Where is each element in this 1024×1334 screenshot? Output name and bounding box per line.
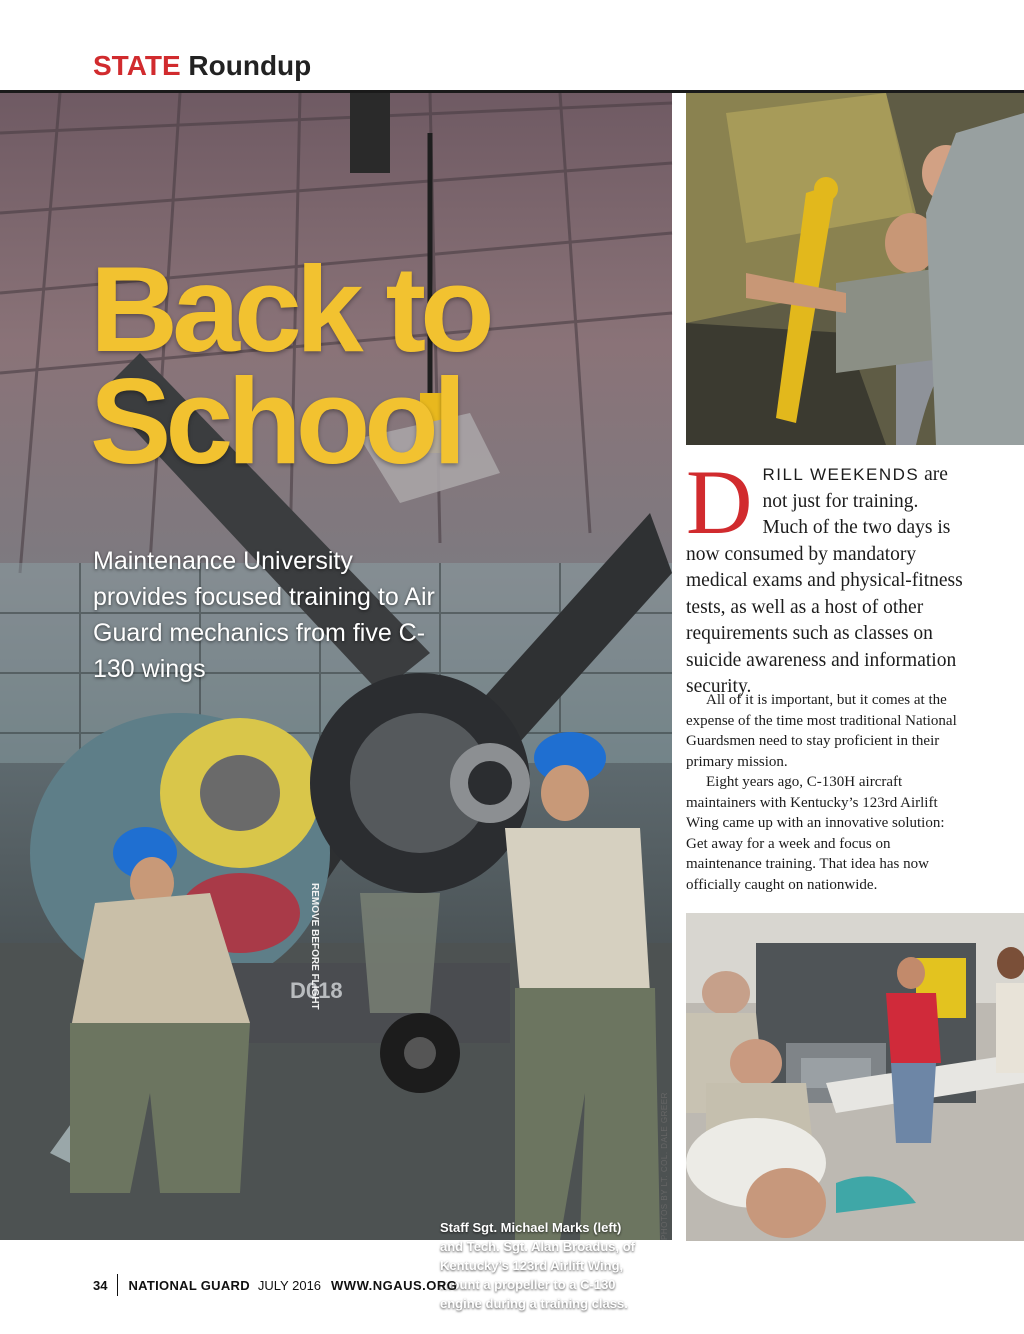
section-title: Roundup xyxy=(188,50,312,81)
photo-caption: Staff Sgt. Michael Marks (left) and Tech. Sgt. Alan Broadus, of Kentucky’s 123rd Airlift Wing, mount a propeller to a C-130 engine during a training class. xyxy=(440,1220,636,1311)
headline xyxy=(90,241,489,489)
folio xyxy=(93,1274,457,1296)
body-paragraph-2: Eight years ago, C-130H aircraft maintainers with Kentucky’s 123rd Airlift Wing came up with an innovative solution: Get away for a week and focus on maintenance training. That idea has now officially caught on nationwide. xyxy=(686,774,945,893)
magazine-name: NATIONAL GUARD xyxy=(128,1277,250,1293)
top-right-photo-illustration xyxy=(686,93,1024,445)
top-right-photo xyxy=(686,93,1024,445)
body-copy xyxy=(686,690,962,895)
lede-paragraph xyxy=(686,451,964,701)
fuselage-stencil-text: D018 xyxy=(290,978,343,1003)
lede-smallcaps: RILL WEEKENDS xyxy=(762,465,920,484)
lede-text: are not just for training. Much of the two days is now consumed by mandatory medical exams and physical-fitness tests, as well as a host of other requirements such as classes on suicide awareness and information security. xyxy=(686,464,963,697)
deck: Maintenance University provides focused training to Air Guard mechanics from five C-130 wings xyxy=(93,547,435,683)
bottom-right-photo-illustration xyxy=(686,913,1024,1241)
remove-before-flight-text: REMOVE BEFORE FLIGHT xyxy=(309,883,320,1010)
page-number: 34 xyxy=(93,1277,108,1293)
headline-line-1: Back to xyxy=(90,241,489,377)
body-paragraph-1: All of it is important, but it comes at the expense of the time most traditional National Guardsmen need to stay proficient in their primary mission. xyxy=(686,692,957,770)
section-header xyxy=(93,50,311,82)
bottom-right-photo xyxy=(686,913,1024,1241)
folio-divider xyxy=(117,1274,118,1296)
website-link[interactable]: WWW.NGAUS.ORG xyxy=(331,1277,458,1293)
drop-cap: D xyxy=(686,451,753,553)
headline-line-2: School xyxy=(90,353,461,489)
issue-date: JULY 2016 xyxy=(257,1277,322,1293)
section-keyword: STATE xyxy=(93,50,181,81)
photo-credit: PHOTOS BY LT. COL. DALE GREER xyxy=(660,1092,669,1240)
